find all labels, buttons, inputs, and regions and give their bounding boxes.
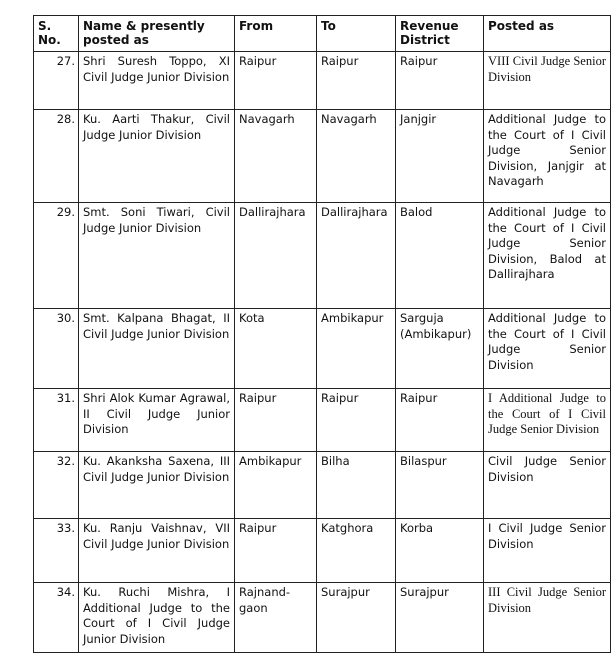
cell-to: Raipur [317, 389, 396, 452]
cell-sno: 33. [34, 519, 79, 583]
header-district: Revenue District [396, 16, 484, 52]
cell-from: Raipur [235, 389, 317, 452]
table-row [34, 309, 611, 389]
cell-from: Raipur [235, 519, 317, 583]
cell-to: Navagarh [317, 110, 396, 203]
cell-posted: III Civil Judge Senior Division [484, 583, 611, 653]
cell-to: Raipur [317, 52, 396, 110]
header-posted: Posted as [484, 16, 611, 52]
cell-district: Surajpur [396, 583, 484, 653]
cell-sno: 28. [34, 110, 79, 203]
cell-posted: Additional Judge to the Court of I Civil Judge Senior Division, Balod at Dallirajhara [484, 203, 611, 309]
cell-sno: 27. [34, 52, 79, 110]
cell-from: Rajnand-gaon [235, 583, 317, 653]
header-sno: S. No. [34, 16, 79, 52]
cell-district: Bilaspur [396, 452, 484, 519]
cell-name: Shri Alok Kumar Agrawal, II Civil Judge Junior Division [79, 389, 235, 452]
cell-sno: 34. [34, 583, 79, 653]
cell-posted: Additional Judge to the Court of I Civil Judge Senior Division [484, 309, 611, 389]
cell-posted: VIII Civil Judge Senior Division [484, 52, 611, 110]
cell-to: Surajpur [317, 583, 396, 653]
cell-posted: I Civil Judge Senior Division [484, 519, 611, 583]
cell-from: Kota [235, 309, 317, 389]
cell-name: Smt. Kalpana Bhagat, II Civil Judge Junior Division [79, 309, 235, 389]
header-row [34, 16, 611, 52]
cell-name: Smt. Soni Tiwari, Civil Judge Junior Division [79, 203, 235, 309]
cell-name: Ku. Aarti Thakur, Civil Judge Junior Division [79, 110, 235, 203]
cell-sno: 31. [34, 389, 79, 452]
postings-table [33, 15, 611, 653]
cell-district: Balod [396, 203, 484, 309]
cell-from: Ambikapur [235, 452, 317, 519]
table-row [34, 519, 611, 583]
header-from: From [235, 16, 317, 52]
cell-from: Dallirajhara [235, 203, 317, 309]
header-to: To [317, 16, 396, 52]
table-row [34, 389, 611, 452]
cell-sno: 32. [34, 452, 79, 519]
cell-to: Katghora [317, 519, 396, 583]
table-row [34, 452, 611, 519]
cell-to: Bilha [317, 452, 396, 519]
cell-posted: Additional Judge to the Court of I Civil Judge Senior Division, Janjgir at Navagarh [484, 110, 611, 203]
cell-district: Raipur [396, 389, 484, 452]
cell-sno: 30. [34, 309, 79, 389]
cell-from: Raipur [235, 52, 317, 110]
cell-from: Navagarh [235, 110, 317, 203]
cell-posted: I Additional Judge to the Court of I Civil Judge Senior Division [484, 389, 611, 452]
cell-name: Ku. Akanksha Saxena, III Civil Judge Junior Division [79, 452, 235, 519]
cell-district: Raipur [396, 52, 484, 110]
cell-to: Dallirajhara [317, 203, 396, 309]
cell-district: Sarguja (Ambikapur) [396, 309, 484, 389]
cell-district: Janjgir [396, 110, 484, 203]
cell-name: Ku. Ruchi Mishra, I Additional Judge to the Court of I Civil Judge Junior Division [79, 583, 235, 653]
table-row [34, 583, 611, 653]
cell-sno: 29. [34, 203, 79, 309]
cell-to: Ambikapur [317, 309, 396, 389]
cell-posted: Civil Judge Senior Division [484, 452, 611, 519]
cell-name: Shri Suresh Toppo, XI Civil Judge Junior Division [79, 52, 235, 110]
table-row [34, 52, 611, 110]
cell-name: Ku. Ranju Vaishnav, VII Civil Judge Junior Division [79, 519, 235, 583]
header-name: Name & presently posted as [79, 16, 235, 52]
cell-district: Korba [396, 519, 484, 583]
table-row [34, 203, 611, 309]
table-row [34, 110, 611, 203]
